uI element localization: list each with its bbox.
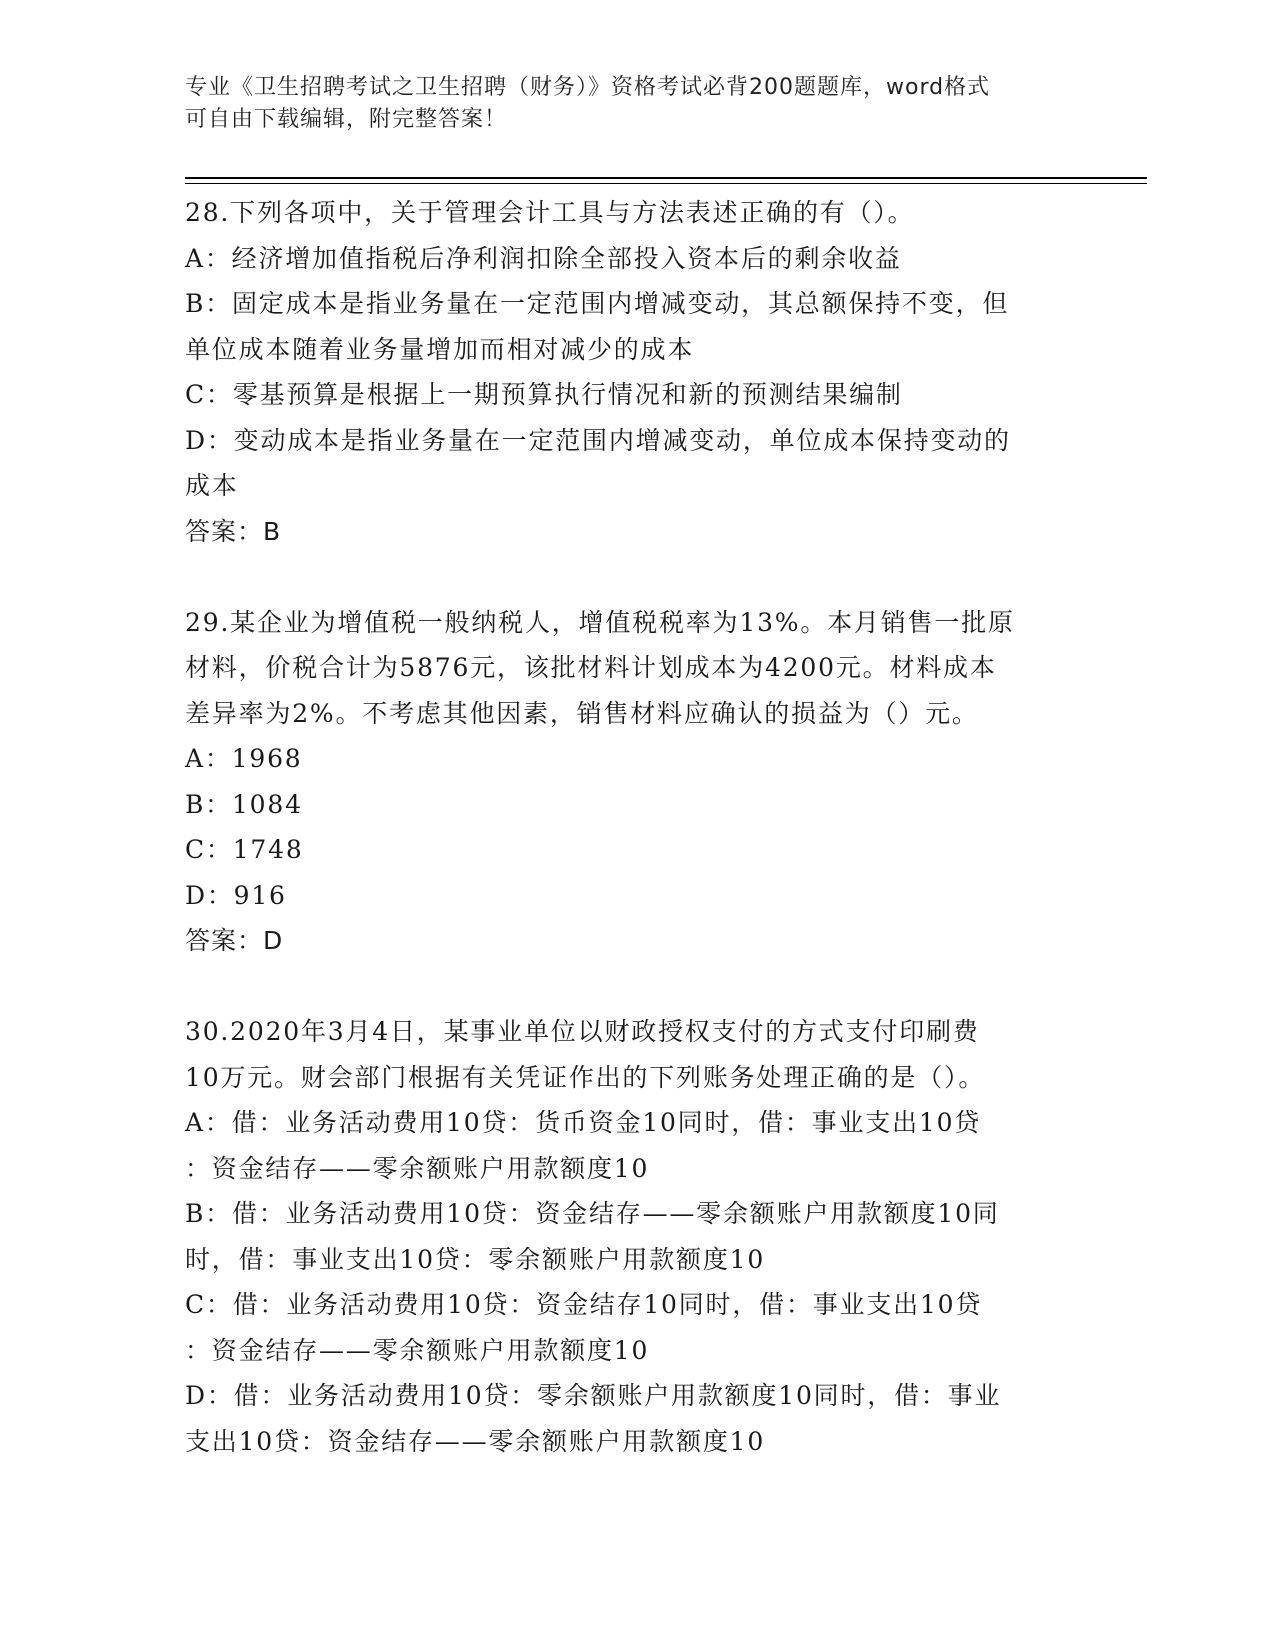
question-30-option-d: D：借：业务活动费用10贷：零余额账户用款额度10同时，借：事业: [185, 1381, 1002, 1410]
question-28: [185, 190, 1085, 554]
question-28-option-d: D：变动成本是指业务量在一定范围内增减变动，单位成本保持变动的: [185, 425, 1011, 455]
question-30-stem-cont: 10万元。财会部门根据有关凭证作出的下列账务处理正确的是（）。: [185, 1062, 986, 1092]
question-28-answer: 答案：B: [185, 516, 282, 546]
question-28-option-a: A：经济增加值指税后净利润扣除全部投入资本后的剩余收益: [185, 243, 902, 273]
question-29-option-b: B：1084: [185, 789, 303, 819]
question-29-option-c: C：1748: [185, 835, 304, 864]
question-28-stem: 28.下列各项中，关于管理会计工具与方法表述正确的有（）。: [185, 198, 915, 227]
question-30-option-d-cont: 支出10贷：资金结存——零余额账户用款额度10: [185, 1426, 766, 1456]
question-29-stem-cont-2: 差异率为2%。不考虑其他因素，销售材料应确认的损益为（）元。: [185, 698, 979, 728]
question-30-option-a-cont: ：资金结存——零余额账户用款额度10: [185, 1153, 650, 1183]
question-29-option-d: D：916: [185, 880, 287, 910]
question-28-option-b: B：固定成本是指业务量在一定范围内增减变动，其总额保持不变，但: [185, 289, 1010, 318]
question-list: [185, 190, 1085, 1464]
question-spacer: [185, 554, 1085, 600]
question-30-option-b: B：借：业务活动费用10贷：资金结存——零余额账户用款额度10同: [185, 1199, 1000, 1228]
question-29-option-a: A：1968: [185, 744, 303, 773]
header-divider-thin: [185, 183, 1147, 184]
header-divider-thick: [185, 177, 1147, 179]
header-title-line-1: 专业《卫生招聘考试之卫生招聘（财务）》资格考试必背200题题库，word格式: [185, 75, 991, 100]
question-30-option-c-cont: ：资金结存——零余额账户用款额度10: [185, 1335, 650, 1365]
question-30: [185, 1009, 1085, 1464]
question-28-option-c: C：零基预算是根据上一期预算执行情况和新的预测结果编制: [185, 380, 903, 409]
question-30-option-b-cont: 时，借：事业支出10贷：零余额账户用款额度10: [185, 1244, 766, 1274]
question-29: [185, 600, 1085, 964]
question-29-stem: 29.某企业为增值税一般纳税人，增值税税率为13%。本月销售一批原: [185, 607, 1015, 637]
question-29-stem-cont-1: 材料，价税合计为5876元，该批材料计划成本为4200元。材料成本: [185, 653, 997, 682]
question-30-stem: 30.2020年3月4日，某事业单位以财政授权支付的方式支付印刷费: [185, 1017, 980, 1046]
question-28-option-d-cont: 成本: [185, 471, 239, 500]
question-28-option-b-cont: 单位成本随着业务量增加而相对减少的成本: [185, 334, 695, 364]
question-29-answer: 答案：D: [185, 926, 284, 955]
question-30-option-a: A：借：业务活动费用10贷：货币资金10同时，借：事业支出10贷: [185, 1108, 982, 1137]
question-spacer: [185, 964, 1085, 1010]
document-header: [185, 72, 1065, 136]
header-title-line-2: 可自由下载编辑，附完整答案！: [185, 107, 508, 132]
question-30-option-c: C：借：业务活动费用10贷：资金结存10同时，借：事业支出10贷: [185, 1290, 983, 1319]
